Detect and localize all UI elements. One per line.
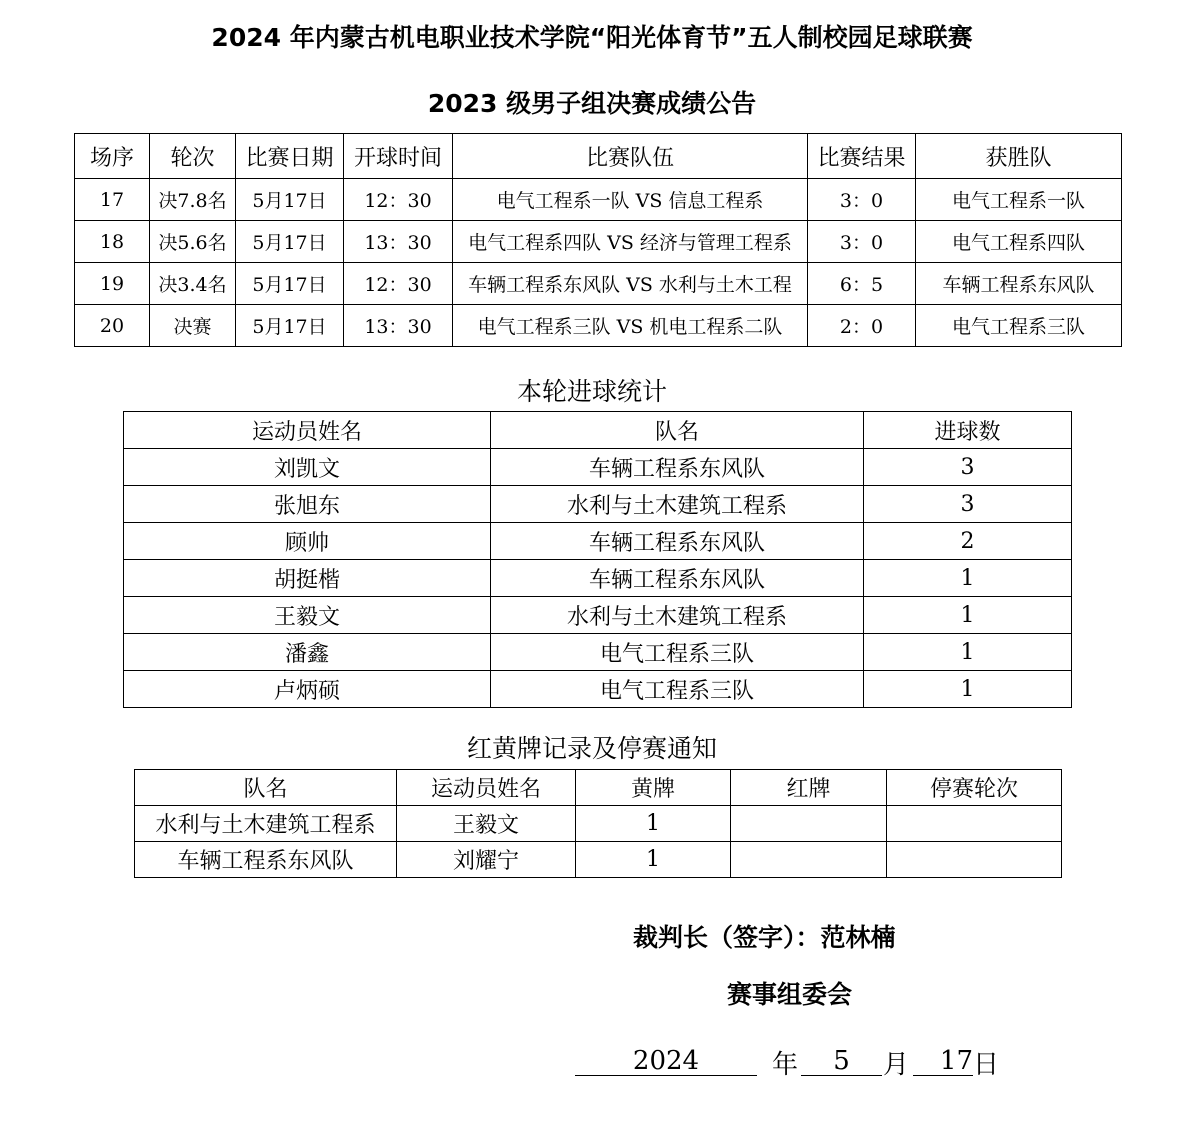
goal-count: 3 [864,449,1072,486]
team-name: 车辆工程系东风队 [491,523,864,560]
team-name: 电气工程系三队 [491,634,864,671]
table-row [75,305,1122,347]
date-day: 17 [913,1044,973,1076]
team-name: 车辆工程系东风队 [135,842,397,878]
goal-count: 1 [864,560,1072,597]
results-header-row [75,134,1122,179]
team-name: 电气工程系三队 [491,671,864,708]
kickoff: 12：30 [344,179,453,221]
header-suspension-round: 停赛轮次 [887,770,1062,806]
signature-date [575,1044,1015,1078]
round: 决5.6名 [150,221,236,263]
player-name: 刘凯文 [124,449,491,486]
goals-header-row [124,412,1072,449]
table-row [75,263,1122,305]
header-player: 运动员姓名 [124,412,491,449]
table-row [75,179,1122,221]
winner: 电气工程系一队 [916,179,1122,221]
yellow-card-count: 1 [576,806,731,842]
header-player: 运动员姓名 [397,770,576,806]
document-subtitle: 2023 级男子组决赛成绩公告 [427,89,757,118]
header-round: 轮次 [150,134,236,179]
header-red-card: 红牌 [731,770,887,806]
organizing-committee: 赛事组委会 [727,980,853,1009]
cards-section-title: 红黄牌记录及停赛通知 [466,734,717,763]
player-name: 张旭东 [124,486,491,523]
player-name: 王毅文 [124,597,491,634]
date: 5月17日 [236,221,344,263]
table-row [135,806,1062,842]
score: 3：0 [808,179,916,221]
kickoff: 12：30 [344,263,453,305]
goal-count: 1 [864,634,1072,671]
match-no: 19 [75,263,150,305]
date-day-char: 日 [973,1050,1000,1080]
round: 决7.8名 [150,179,236,221]
match-no: 18 [75,221,150,263]
player-name: 卢炳硕 [124,671,491,708]
teams: 电气工程系三队 VS 机电工程系二队 [453,305,808,347]
header-kickoff: 开球时间 [344,134,453,179]
kickoff: 13：30 [344,305,453,347]
results-table [74,133,1122,347]
player-name: 顾帅 [124,523,491,560]
team-name: 水利与土木建筑工程系 [491,597,864,634]
cards-header-row [135,770,1062,806]
player-name: 王毅文 [397,806,576,842]
winner: 车辆工程系东风队 [916,263,1122,305]
header-yellow-card: 黄牌 [576,770,731,806]
teams: 电气工程系一队 VS 信息工程系 [453,179,808,221]
cards-table [134,769,1062,878]
date-month-char: 月 [883,1050,910,1080]
winner: 电气工程系四队 [916,221,1122,263]
teams: 电气工程系四队 VS 经济与管理工程系 [453,221,808,263]
date: 5月17日 [236,263,344,305]
goal-count: 1 [864,671,1072,708]
table-row [75,221,1122,263]
suspension-round [887,806,1062,842]
date-year: 2024 [575,1044,757,1076]
round: 决3.4名 [150,263,236,305]
date: 5月17日 [236,305,344,347]
player-name: 胡挺楷 [124,560,491,597]
score: 2：0 [808,305,916,347]
goal-count: 1 [864,597,1072,634]
document-title: 2024 年内蒙古机电职业技术学院“阳光体育节”五人制校园足球联赛 [211,23,973,52]
table-row [124,523,1072,560]
header-match-no: 场序 [75,134,150,179]
team-name: 车辆工程系东风队 [491,560,864,597]
team-name: 水利与土木建筑工程系 [491,486,864,523]
table-row [124,560,1072,597]
date-month: 5 [801,1044,882,1076]
table-row [124,449,1072,486]
table-row [124,634,1072,671]
header-teams: 比赛队伍 [453,134,808,179]
header-date: 比赛日期 [236,134,344,179]
team-name: 车辆工程系东风队 [491,449,864,486]
player-name: 刘耀宁 [397,842,576,878]
referee-signature: 裁判长（签字）：范林楠 [633,923,896,952]
table-row [124,486,1072,523]
header-winner: 获胜队 [916,134,1122,179]
teams: 车辆工程系东风队 VS 水利与土木工程 [453,263,808,305]
goals-table [123,411,1072,708]
table-row [135,842,1062,878]
red-card-count [731,806,887,842]
match-no: 17 [75,179,150,221]
yellow-card-count: 1 [576,842,731,878]
table-row [124,597,1072,634]
header-team: 队名 [491,412,864,449]
score: 3：0 [808,221,916,263]
player-name: 潘鑫 [124,634,491,671]
red-card-count [731,842,887,878]
score: 6：5 [808,263,916,305]
match-no: 20 [75,305,150,347]
goal-count: 3 [864,486,1072,523]
kickoff: 13：30 [344,221,453,263]
round: 决赛 [150,305,236,347]
header-goals: 进球数 [864,412,1072,449]
date-year-char: 年 [772,1050,799,1080]
goals-section-title: 本轮进球统计 [516,377,667,406]
team-name: 水利与土木建筑工程系 [135,806,397,842]
winner: 电气工程系三队 [916,305,1122,347]
suspension-round [887,842,1062,878]
goal-count: 2 [864,523,1072,560]
table-row [124,671,1072,708]
date: 5月17日 [236,179,344,221]
header-team: 队名 [135,770,397,806]
header-score: 比赛结果 [808,134,916,179]
